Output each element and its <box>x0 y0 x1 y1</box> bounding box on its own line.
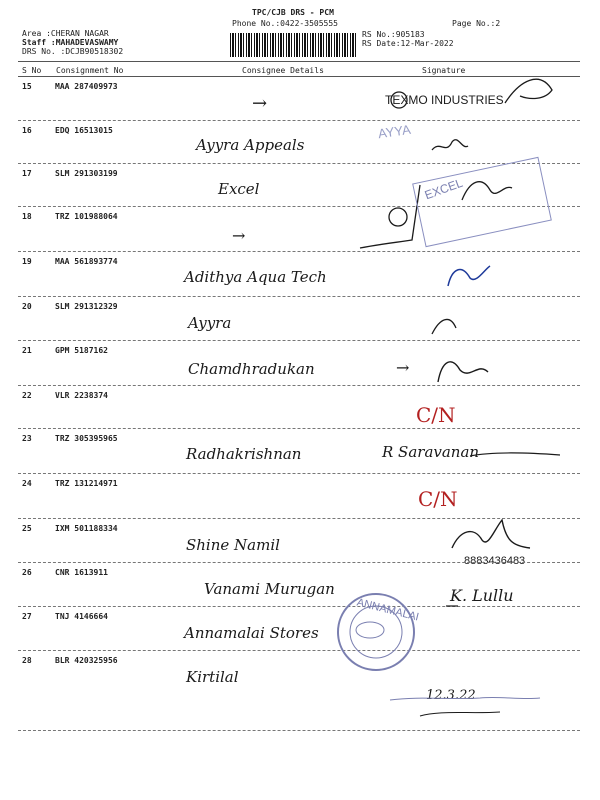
row-sno: 28 <box>22 656 32 665</box>
area-label: Area :CHERAN NAGAR <box>22 29 109 38</box>
row-consignee: Vanami Murugan <box>204 580 335 598</box>
row-consignment: MAA 561893774 <box>55 257 118 266</box>
row-sno: 18 <box>22 212 32 221</box>
row-signature: C/N <box>418 487 458 511</box>
row-consignee: → <box>232 226 246 245</box>
row-signature: K. Lullu <box>450 586 514 605</box>
row-sno: 22 <box>22 391 32 400</box>
rs-date: RS Date:12-Mar-2022 <box>362 39 454 48</box>
row-consignment: GPM 5187162 <box>55 346 108 355</box>
row-consignment: VLR 2238374 <box>55 391 108 400</box>
document-title: TPC/CJB DRS - PCM <box>252 8 334 17</box>
row-sno: 27 <box>22 612 32 621</box>
row-signature: AYYA <box>377 121 412 142</box>
row-sno: 19 <box>22 257 32 266</box>
staff-label: Staff :MAHADEVASWAMY <box>22 38 119 47</box>
row-consignee: Ayyra <box>188 314 232 332</box>
row-sno: 24 <box>22 479 32 488</box>
row-consignment: TRZ 131214971 <box>55 479 118 488</box>
row-sno: 21 <box>22 346 32 355</box>
phone-number: Phone No.:0422-3505555 <box>232 19 338 28</box>
row-signature: R Saravanan <box>382 443 480 461</box>
col-header-signature: Signature <box>422 66 466 75</box>
row-consignee: Radhakrishnan <box>186 445 302 463</box>
page-number: Page No.:2 <box>452 19 501 28</box>
col-header-consignment: Consignment No <box>56 66 124 75</box>
row-consignment: EDQ 16513015 <box>55 126 113 135</box>
row-sno: 23 <box>22 434 32 443</box>
row-consignee: Annamalai Stores <box>184 624 319 642</box>
row-consignment: CNR 1613911 <box>55 568 108 577</box>
row-consignment: SLM 291303199 <box>55 169 118 178</box>
row-consignment: TRZ 305395965 <box>55 434 118 443</box>
row-consignee: Adithya Aqua Tech <box>184 268 327 286</box>
row-consignment: SLM 291312329 <box>55 302 118 311</box>
row-consignment: TRZ 101988064 <box>55 212 118 221</box>
row-sno: 26 <box>22 568 32 577</box>
row-signature: ANNAMALAI <box>355 596 421 624</box>
row-sno: 17 <box>22 169 32 178</box>
row-signature: → <box>396 358 410 377</box>
row-signature: EXCEL <box>422 175 465 203</box>
col-header-sno: S No <box>22 66 42 75</box>
row-consignment: IXM 501188334 <box>55 524 118 533</box>
row-sno: 16 <box>22 126 32 135</box>
row-signature: 8883436483 <box>464 555 526 567</box>
row-signature: C/N <box>416 403 456 427</box>
drs-number: DRS No. :DCJB90518302 <box>22 47 124 56</box>
row-sno: 20 <box>22 302 32 311</box>
row-consignment: BLR 420325956 <box>55 656 118 665</box>
row-signature: TEXMO INDUSTRIES <box>385 93 504 107</box>
col-header-consignee: Consignee Details <box>242 66 324 75</box>
row-sno: 15 <box>22 82 32 91</box>
row-consignee: Excel <box>218 180 260 198</box>
row-consignee: Chamdhradukan <box>188 360 315 378</box>
row-consignee: Ayyra Appeals <box>196 136 305 154</box>
row-consignee: Kirtilal <box>186 668 239 686</box>
row-consignment: TNJ 4146664 <box>55 612 108 621</box>
row-consignment: MAA 287409973 <box>55 82 118 91</box>
row-consignee: Shine Namil <box>186 536 280 554</box>
row-consignee: → <box>252 93 268 114</box>
rs-number: RS No.:905183 <box>362 30 425 39</box>
row-sno: 25 <box>22 524 32 533</box>
row-signature: 12.3.22 <box>426 688 476 703</box>
